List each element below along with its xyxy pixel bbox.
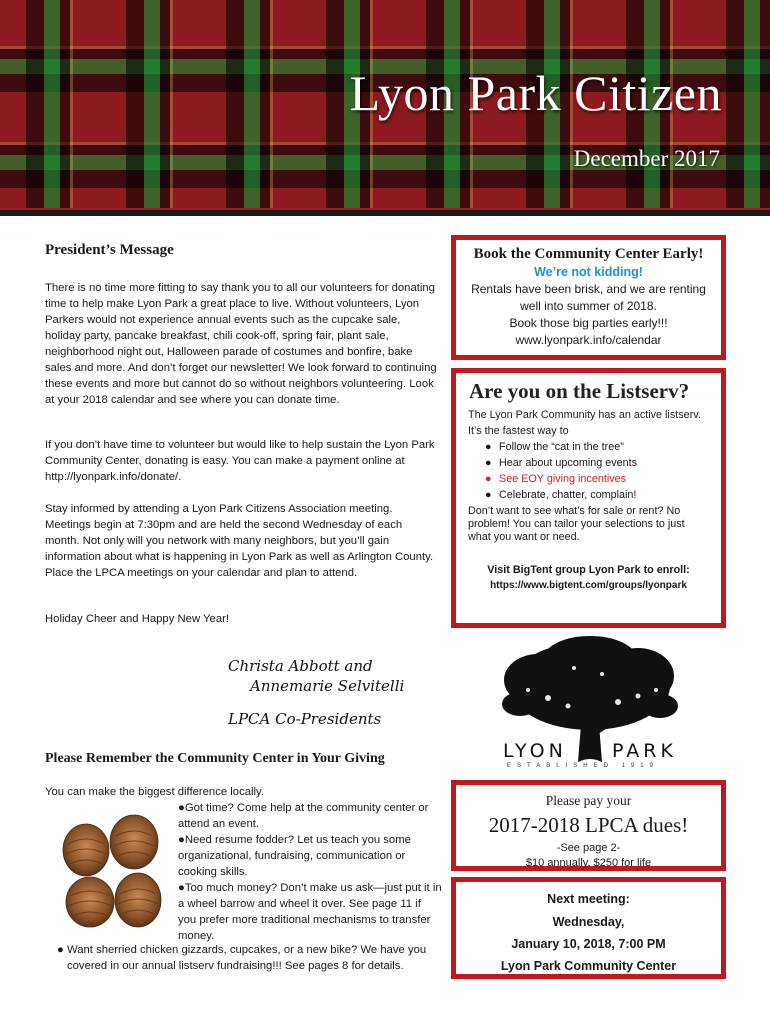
meeting-line-3: January 10, 2018, 7:00 PM [511,937,666,951]
book-box-heading: Book the Community Center Early! [473,246,704,262]
listserv-benefits-list [468,439,709,503]
calendar-link[interactable]: www.lyonpark.info/calendar [515,333,662,347]
bullet-icon: ● [485,489,492,501]
bigtent-link[interactable]: https://www.bigtent.com/groups/lyonpark [490,580,687,591]
meeting-line-4: Lyon Park Community Center [500,959,677,973]
giving-item-time: ●Got time? Come help at the community center or attend an event. [178,802,429,830]
listserv-heading: Are you on the Listserv? [469,379,690,403]
giving-intro: You can make the biggest difference locally. [45,786,264,798]
next-meeting-box [451,877,726,979]
presidents-message-paragraph-2: If you don’t have time to volunteer but would like to help sustain the Lyon Park Community Center, donating is easy. You can make a payment online at http://lyonpark.info/donate/. [45,439,435,483]
logo-word-lyon: LYON [503,740,567,762]
bullet-icon: ● [485,457,492,469]
presidents-message-heading: President’s Message [45,242,174,258]
signature-line-2: Annemarie Selvitelli [250,677,405,695]
listserv-more: Don’t want to see what’s for sale or rent? No problem! You can tailor your selections to just what you want or need. [468,505,685,543]
bullet-icon: ● [57,944,64,956]
book-box-line-1: Rentals have been brisk, and we are renting [471,282,706,296]
giving-heading: Please Remember the Community Center in Your Giving [45,751,385,766]
issue-date: December 2017 [573,146,720,171]
giving-list [178,800,442,944]
book-community-center-box [451,235,726,360]
holiday-greeting: Holiday Cheer and Happy New Year! [45,613,229,625]
listserv-box [451,368,726,628]
presidents-message-paragraph-3: Stay informed by attending a Lyon Park Citizens Association meeting. Meetings begin at 7:30pm and are held the second Wednesday of each month. Not only will you network with many neighbors, but you’ll gain information about what is happening in Lyon Park as well as Arlington County. Place the LPCA meetings on your calendar and plan to attend. [45,503,434,579]
listserv-visit: Visit BigTent group Lyon Park to enroll: [487,564,690,576]
giving-item-listserv-text: Want sherried chicken gizzards, cupcakes, or a new bike? We have you covered in our annual listserv fundraising!!! See pages 8 for details. [67,944,427,972]
giving-item-resume: ●Need resume fodder? Let us teach you some organizational, fundraising, communication or cooking skills. [178,834,411,878]
logo-established: ESTABLISHED 1919 [507,763,659,769]
signature-title: LPCA Co-Presidents [228,710,382,728]
dues-box [451,780,726,871]
bullet-icon: ● [485,441,492,453]
newsletter-title: Lyon Park Citizen [349,65,722,121]
book-box-line-2: well into summer of 2018. [520,299,657,313]
book-box-line-3: Book those big parties early!!! [509,316,668,330]
bullet-icon: ● [485,473,492,485]
signature-line-1: Christa Abbott and [228,657,373,675]
dues-line-4: $10 annually, $250 for life [525,857,652,869]
listserv-item-highlight[interactable]: ● See EOY giving incentives [485,473,627,485]
meeting-line-2: Wednesday, [552,915,625,929]
giving-item-money: ●Too much money? Don’t make us ask—just put it in a wheel barrow and wheel it over. See page 11 if you prefer more traditional mechanisms to transfer money. [178,882,442,942]
listserv-item: ● Hear about upcoming events [485,457,638,469]
book-box-subheading: We’re not kidding! [534,265,643,279]
listserv-intro: The Lyon Park Community has an active listserv. It’s the fastest way to [468,409,701,437]
masthead-divider [0,208,770,216]
meeting-line-1: Next meeting: [547,892,630,906]
presidents-message-paragraph-1: There is no time more fitting to say thank you to all our volunteers for donating time to help make Lyon Park a great place to live. Without volunteers, Lyon Parkers would not experience annual events such as the cupcake sale, holiday party, pancake breakfast, chili cook-off, spring fair, plant sale, neighborhood night out, Halloween parade of costumes and bonfire, bake sales and more. And don’t forget our newsletter! We look forward to continuing these events and more but cannot do so without neighbors volunteering. Look at your 2018 calendar and see where you can donate time. [45,282,437,406]
listserv-item: ● Follow the “cat in the tree” [485,441,624,453]
dues-line-1: Please pay your [545,793,632,808]
logo-word-park: PARK [612,740,677,762]
dues-line-3: -See page 2- [556,842,621,854]
listserv-item: ● Celebrate, chatter, complain! [485,489,637,501]
pinecones-image [56,808,168,932]
dues-line-2: 2017-2018 LPCA dues! [488,813,689,837]
